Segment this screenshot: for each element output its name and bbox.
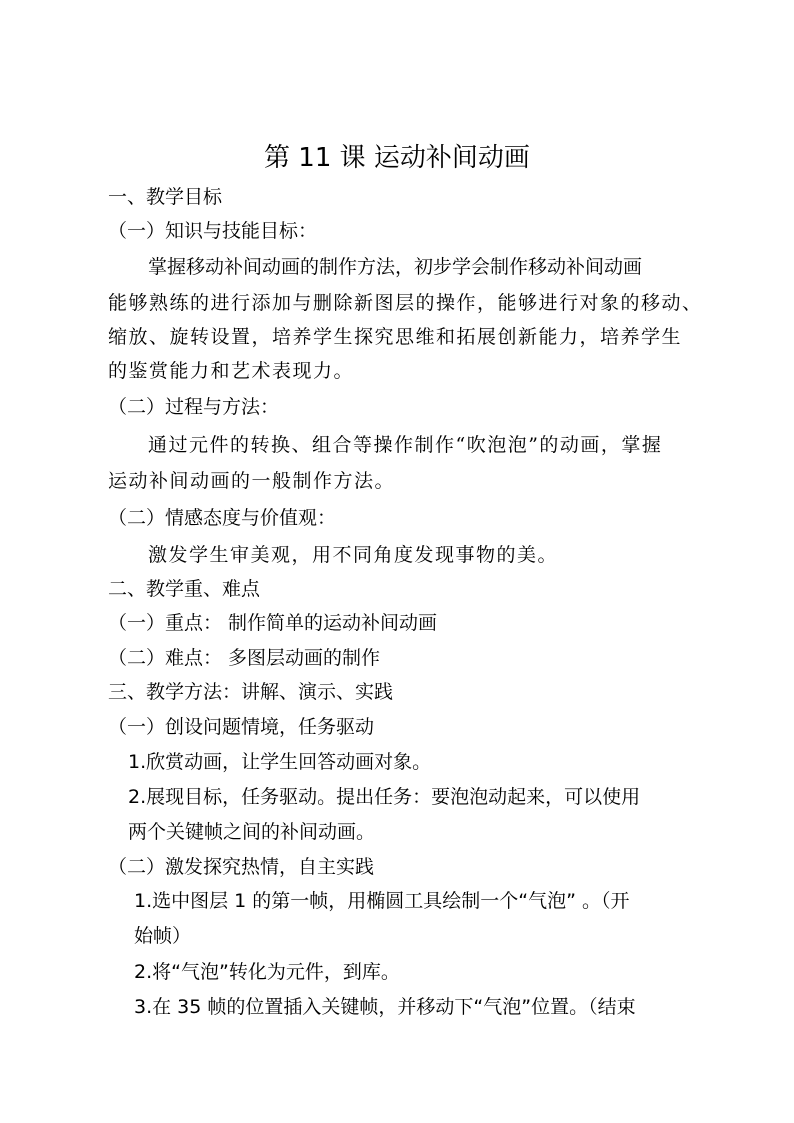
subheading-emotions-values: （二）情感态度与价值观： xyxy=(108,507,337,529)
section-heading-methods: 三、教学方法：讲解、演示、实践 xyxy=(108,681,394,703)
paragraph-line: 能够熟练的进行添加与删除新图层的操作，能够进行对象的移动、 xyxy=(108,292,703,314)
list-item: 2.展现目标，任务驱动。提出任务：要泡泡动起来，可以使用 xyxy=(128,786,641,808)
paragraph-line: 激发学生审美观，用不同角度发现事物的美。 xyxy=(148,544,559,566)
list-item: 1.欣赏动画，让学生回答动画对象。 xyxy=(128,751,432,773)
list-item-continuation: 两个关键帧之间的补间动画。 xyxy=(128,821,376,843)
list-item: 3.在 35 帧的位置插入关键帧，并移动下“气泡”位置。（结束 xyxy=(134,996,636,1018)
list-item: 2.将“气泡”转化为元件，到库。 xyxy=(134,961,400,983)
key-point-line: （一）重点： 制作简单的运动补间动画 xyxy=(108,612,438,634)
section-heading-objectives: 一、教学目标 xyxy=(108,186,223,208)
paragraph-line: 通过元件的转换、组合等操作制作“吹泡泡”的动画，掌握 xyxy=(148,434,663,456)
paragraph-line: 缩放、旋转设置，培养学生探究思维和拓展创新能力，培养学生 xyxy=(108,326,683,348)
section-heading-key-points: 二、教学重、难点 xyxy=(108,578,261,600)
subheading-self-practice: （二）激发探究热情，自主实践 xyxy=(108,856,375,878)
difficulty-line: （二）难点： 多图层动画的制作 xyxy=(108,647,381,669)
list-item-continuation: 始帧） xyxy=(134,925,192,947)
subheading-knowledge-skills: （一）知识与技能目标： xyxy=(108,220,318,242)
paragraph-line: 运动补间动画的一般制作方法。 xyxy=(108,470,396,492)
subheading-process-methods: （二）过程与方法： xyxy=(108,396,280,418)
paragraph-line: 掌握移动补间动画的制作方法，初步学会制作移动补间动画 xyxy=(148,256,643,278)
list-item: 1.选中图层 1 的第一帧，用椭圆工具绘制一个“气泡” 。（开 xyxy=(134,890,630,912)
paragraph-line: 的鉴赏能力和艺术表现力。 xyxy=(108,360,355,382)
subheading-task-driven: （一）创设问题情境，任务驱动 xyxy=(108,716,375,738)
page-title: 第 11 课 运动补间动画 xyxy=(264,143,530,173)
